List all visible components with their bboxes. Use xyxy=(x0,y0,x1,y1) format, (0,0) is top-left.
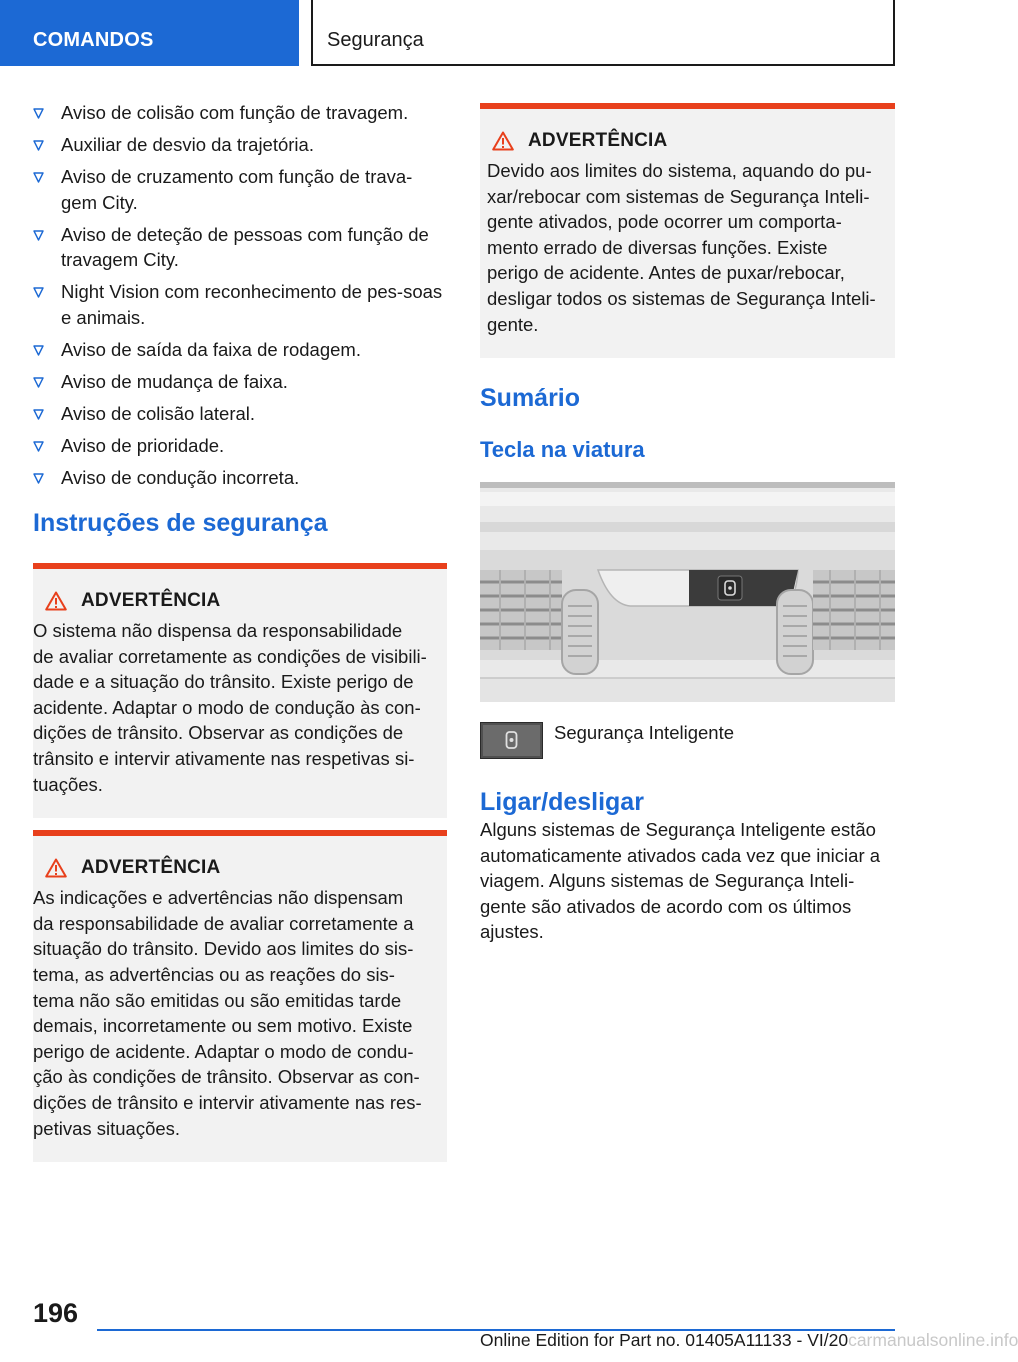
list-item xyxy=(33,465,447,491)
onoff-heading: Ligar/desligar xyxy=(480,788,644,817)
section-label: COMANDOS xyxy=(33,29,154,51)
list-item-text: Auxiliar de desvio da trajetória. xyxy=(61,134,314,155)
list-item xyxy=(33,401,447,427)
text-line: tuações. xyxy=(33,773,103,795)
safety-heading: Instruções de segurança xyxy=(33,509,328,537)
text-line: ajustes. xyxy=(480,921,544,943)
text-line: Alguns sistemas de Segurança Inteligente estão xyxy=(480,819,876,841)
warning-box-2 xyxy=(33,830,447,1162)
section-tab xyxy=(0,0,299,66)
key-subheading: Tecla na viatura xyxy=(480,437,645,463)
brand-watermark: carmanualsonline.info xyxy=(848,1330,1018,1350)
warning-text xyxy=(480,158,885,337)
text-line: automaticamente ativados cada vez que iniciar a xyxy=(480,844,881,866)
warning-header xyxy=(33,855,437,881)
list-item-text: Aviso de colisão com função de travagem. xyxy=(61,102,409,123)
warning-triangle-icon xyxy=(492,131,514,151)
list-item xyxy=(33,337,447,363)
bullet-triangle-icon xyxy=(33,172,44,183)
list-item xyxy=(33,369,447,395)
bullet-triangle-icon xyxy=(33,230,44,241)
list-item-text: Aviso de prioridade. xyxy=(61,434,225,456)
text-line: dições de trânsito e intervir ativamente nas res- xyxy=(33,1091,422,1113)
bullet-triangle-icon xyxy=(33,409,44,420)
list-item xyxy=(33,164,447,215)
text-line: Devido aos limites do sistema, aquando do pu- xyxy=(487,160,872,181)
feature-list xyxy=(33,100,447,490)
text-line: trânsito e intervir ativamente nas respetivas si- xyxy=(33,747,415,769)
text-line: gente ativados, pode ocorrer um comporta- xyxy=(487,211,842,233)
warning-header xyxy=(480,128,885,154)
onoff-paragraph xyxy=(480,817,895,945)
text-line: da responsabilidade de avaliar corretamente a xyxy=(33,912,414,934)
text-line: tema, as advertências ou as reações do sis- xyxy=(33,963,395,985)
list-item xyxy=(33,132,447,158)
text-line: gente são ativados de acordo com os últimos xyxy=(480,895,852,917)
chapter-header xyxy=(311,0,895,66)
list-item-text: Aviso de mudança de faixa. xyxy=(61,370,288,392)
warning-box-3 xyxy=(480,103,895,358)
list-item-text: Aviso de condução incorreta. xyxy=(61,466,300,488)
text-line: perigo de acidente. Adaptar o modo de condu- xyxy=(33,1040,414,1062)
bullet-triangle-icon xyxy=(33,345,44,356)
warning-triangle-icon xyxy=(45,858,67,878)
chapter-title: Segurança xyxy=(327,29,424,51)
text-line: dições de trânsito. Observar as condições de xyxy=(33,722,404,744)
text-line: dade e a situação do trânsito. Existe perigo de xyxy=(33,671,414,693)
text-line: As indicações e advertências não dispensam xyxy=(33,887,404,909)
text-line: tema não são emitidas ou são emitidas tarde xyxy=(33,989,402,1011)
text-line: acidente. Adaptar o modo de condução às con- xyxy=(33,696,421,718)
warning-title: ADVERTÊNCIA xyxy=(81,590,221,611)
text-line: perigo de acidente. Antes de puxar/rebocar, xyxy=(487,262,845,284)
dashboard-key-illustration xyxy=(480,482,895,702)
footer-edition xyxy=(480,1330,1018,1351)
text-line: demais, incorretamente ou sem motivo. Existe xyxy=(33,1015,413,1037)
text-line: ção às condições de trânsito. Observar as con- xyxy=(33,1066,420,1088)
summary-heading: Sumário xyxy=(480,384,581,413)
list-item-text: Aviso de colisão lateral. xyxy=(61,402,256,424)
page-number: 196 xyxy=(33,1298,79,1328)
warning-triangle-icon xyxy=(45,591,67,611)
text-line: xar/rebocar com sistemas de Segurança Inteli- xyxy=(487,185,870,207)
bullet-triangle-icon xyxy=(33,473,44,484)
intelligent-safety-key-icon xyxy=(480,722,543,759)
text-line: desligar todos os sistemas de Segurança Inteli- xyxy=(487,287,876,309)
bullet-triangle-icon xyxy=(33,140,44,151)
key-label: Segurança Inteligente xyxy=(554,722,734,744)
warning-title: ADVERTÊNCIA xyxy=(528,130,668,151)
edition-text: Online Edition for Part no. 01405A11133 - VI/20 xyxy=(480,1330,849,1350)
list-item xyxy=(33,222,447,273)
bullet-triangle-icon xyxy=(33,108,44,119)
bullet-triangle-icon xyxy=(33,287,44,298)
list-item-text: Aviso de deteção de pessoas com função de travagem City. xyxy=(61,223,429,270)
warning-header xyxy=(33,588,437,614)
list-item-text: Aviso de cruzamento com função de trava-gem City. xyxy=(61,166,413,213)
warning-box-1 xyxy=(33,563,447,818)
key-legend xyxy=(480,722,895,759)
text-line: mento errado de diversas funções. Existe xyxy=(487,236,828,258)
bullet-triangle-icon xyxy=(33,441,44,452)
text-line: gente. xyxy=(487,313,539,335)
left-column xyxy=(33,100,447,1162)
bullet-triangle-icon xyxy=(33,377,44,388)
list-item-text: Aviso de saída da faixa de rodagem. xyxy=(61,338,361,360)
text-line: de avaliar corretamente as condições de visibili- xyxy=(33,645,427,667)
text-line: O sistema não dispensa da responsabilidade xyxy=(33,620,403,641)
list-item xyxy=(33,100,447,126)
warning-text xyxy=(33,618,437,797)
warning-title: ADVERTÊNCIA xyxy=(81,857,221,879)
text-line: situação do trânsito. Devido aos limites do sis- xyxy=(33,938,414,960)
right-column xyxy=(480,103,895,945)
list-item-text: Night Vision com reconhecimento de pes-soas e animais. xyxy=(61,281,443,328)
text-line: viagem. Alguns sistemas de Segurança Inteli- xyxy=(480,870,855,892)
list-item xyxy=(33,433,447,459)
text-line: petivas situações. xyxy=(33,1117,181,1139)
warning-text xyxy=(33,885,437,1141)
list-item xyxy=(33,279,447,330)
